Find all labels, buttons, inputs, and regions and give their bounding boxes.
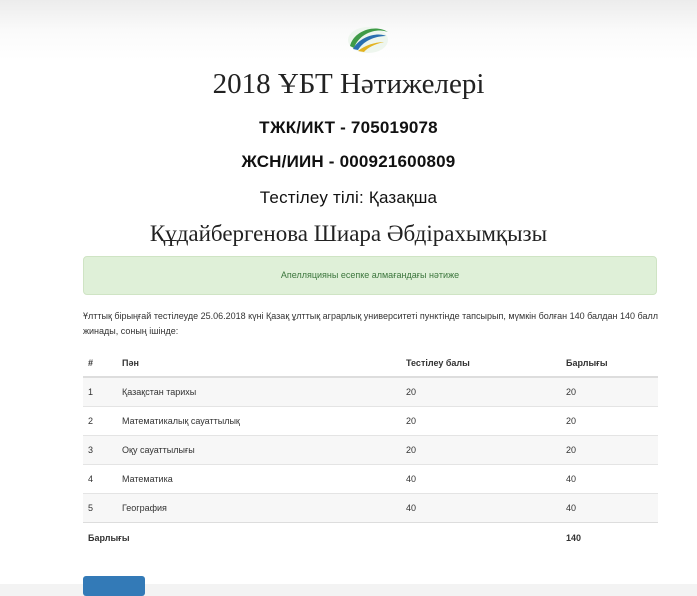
table-row [83, 436, 658, 465]
row-score: 40 [401, 494, 561, 523]
header-total: Барлығы [561, 350, 658, 377]
header-subject: Пән [117, 350, 401, 377]
table-row [83, 465, 658, 494]
row-score: 20 [401, 407, 561, 436]
row-number: 5 [83, 494, 117, 523]
table-row [83, 494, 658, 523]
row-score: 20 [401, 377, 561, 407]
ubt-logo-icon [344, 22, 392, 58]
header-number: # [83, 350, 117, 377]
result-alert: Апелляцияны есепке алмағандағы нәтиже [83, 256, 657, 295]
row-score: 40 [401, 465, 561, 494]
results-table [83, 350, 658, 553]
tzk-number: ТЖК/ИКТ - 705019078 [259, 118, 438, 137]
row-total: 20 [561, 377, 658, 407]
table-row [83, 407, 658, 436]
table-row [83, 377, 658, 407]
page-title: 2018 ҰБТ Нәтижелері [212, 68, 485, 100]
row-total: 20 [561, 407, 658, 436]
row-total: 20 [561, 436, 658, 465]
row-subject: Қазақстан тарихы [117, 377, 401, 407]
total-value: 140 [561, 523, 658, 554]
row-subject: Математикалық сауаттылық [117, 407, 401, 436]
row-subject: География [117, 494, 401, 523]
test-language: Тестілеу тілі: Қазақша [259, 188, 438, 207]
iin-number: ЖСН/ИИН - 000921600809 [241, 152, 456, 171]
row-number: 4 [83, 465, 117, 494]
row-score: 20 [401, 436, 561, 465]
row-subject: Математика [117, 465, 401, 494]
intro-text: Ұлттық бірыңғай тестілеуде 25.06.2018 күні Қазақ ұлттық аграрлық университеті пунктінде тапсырып, мүмкін болған 140 балдан 140 балл жинады, соның ішінде: [83, 311, 659, 336]
row-number: 1 [83, 377, 117, 407]
table-header-row [83, 350, 658, 377]
table-total-row [83, 523, 658, 554]
row-total: 40 [561, 494, 658, 523]
student-name: Құдайбергенова Шиара Әбдірахымқызы [149, 221, 548, 246]
action-button[interactable] [83, 576, 145, 596]
row-total: 40 [561, 465, 658, 494]
row-number: 2 [83, 407, 117, 436]
header-test-score: Тестілеу балы [401, 350, 561, 377]
total-label: Барлығы [83, 523, 561, 554]
row-subject: Оқу сауаттылығы [117, 436, 401, 465]
row-number: 3 [83, 436, 117, 465]
